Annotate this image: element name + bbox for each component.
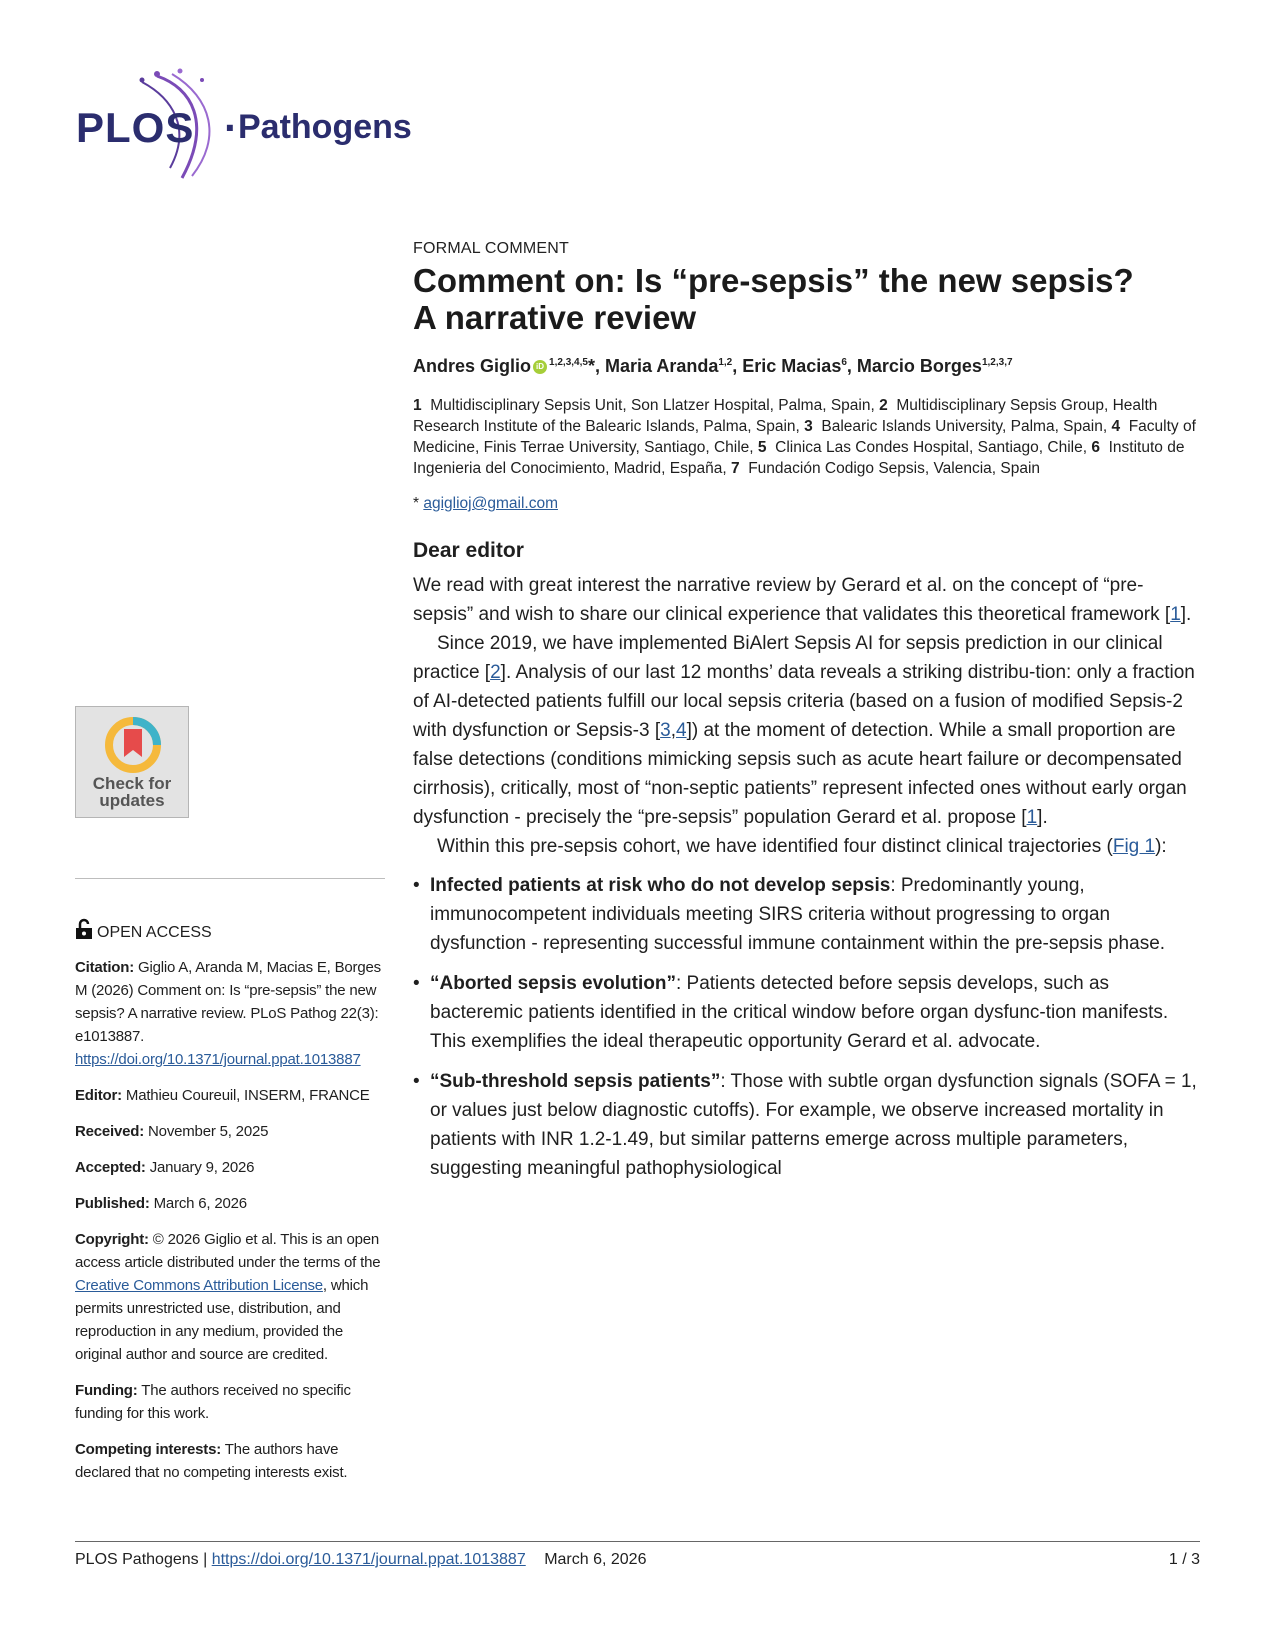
affil-text: Multidisciplinary Sepsis Group, Health Research Institute of the Balearic Islands, Palma, Spain, bbox=[413, 397, 1158, 435]
funding bbox=[75, 1379, 385, 1425]
check-updates-label bbox=[76, 775, 188, 809]
competing-interests bbox=[75, 1438, 385, 1484]
list-item-bold: “Aborted sepsis evolution” bbox=[430, 973, 676, 994]
affil-num: 1 bbox=[413, 397, 422, 414]
p1-text-b: ]. bbox=[1180, 604, 1192, 625]
trajectory-list bbox=[413, 871, 1200, 1183]
footer-doi-link[interactable]: https://doi.org/10.1371/journal.ppat.1013887 bbox=[211, 1551, 526, 1568]
p1-text-a: We read with great interest the narrative review by Gerard et al. on the concept of “pre-sepsis” and wish to share our clinical experience that validates this theoretical framework [ bbox=[413, 575, 1171, 625]
author-name[interactable]: Andres Giglio bbox=[413, 356, 532, 376]
logo-plos-text: PLOS bbox=[76, 104, 195, 151]
citation-doi-link[interactable]: https://doi.org/10.1371/journal.ppat.1013887 bbox=[75, 1051, 361, 1068]
received-label: Received: bbox=[75, 1123, 145, 1140]
competing-label: Competing interests: bbox=[75, 1441, 222, 1458]
list-item-text: : Patients detected before sepsis develops, such as bacteremic patients identified in the critical window before organ dysfunc-tion manifests. This exemplifies the ideal therapeutic opportunity Gerard et al. advocate. bbox=[430, 973, 1169, 1052]
list-item bbox=[413, 969, 1200, 1056]
page-number: 1 / 3 bbox=[1168, 1551, 1200, 1568]
corresponding-email bbox=[413, 495, 1200, 513]
paragraph-1 bbox=[413, 571, 1200, 629]
orcid-icon[interactable]: iD bbox=[533, 360, 547, 374]
affil-text: Multidisciplinary Sepsis Unit, Son Llatzer Hospital, Palma, Spain, bbox=[430, 397, 875, 414]
accepted bbox=[75, 1156, 385, 1179]
citation-text: Giglio A, Aranda M, Macias E, Borges M (2026) Comment on: Is “pre-sepsis” the new sepsis? A narrative review. PLoS Pathog 22(3): e1013887. bbox=[75, 959, 381, 1045]
list-item-bold: “Sub-threshold sepsis patients” bbox=[430, 1071, 721, 1092]
check-for-updates-badge[interactable] bbox=[75, 706, 189, 818]
copyright bbox=[75, 1228, 385, 1366]
funding-label: Funding: bbox=[75, 1382, 138, 1399]
article-main bbox=[413, 240, 1200, 1194]
footer-date: March 6, 2026 bbox=[544, 1551, 647, 1568]
ref-link[interactable]: 1 bbox=[1026, 807, 1038, 828]
article-title bbox=[413, 262, 1200, 336]
author-affil-sup: 6 bbox=[841, 357, 847, 368]
editor-text: Mathieu Coureuil, INSERM, FRANCE bbox=[125, 1087, 370, 1104]
open-access-label bbox=[75, 918, 212, 942]
affil-text: Fundación Codigo Sepsis, Valencia, Spain bbox=[748, 460, 1041, 477]
copyright-text-a: © 2026 Giglio et al. This is an open access article distributed under the terms of the bbox=[75, 1231, 381, 1271]
paragraph-2 bbox=[413, 629, 1200, 832]
ref-link[interactable]: 1 bbox=[1170, 604, 1181, 625]
received-date: November 5, 2025 bbox=[148, 1123, 269, 1140]
footer-journal: PLOS Pathogens bbox=[75, 1551, 199, 1568]
corr-star: * bbox=[413, 495, 420, 512]
check-updates-line-1: Check for bbox=[92, 774, 172, 793]
title-line-2: A narrative review bbox=[413, 299, 697, 336]
check-updates-line-2: updates bbox=[99, 791, 165, 810]
open-lock-icon bbox=[75, 918, 93, 940]
funding-text: The authors received no specific funding for this work. bbox=[75, 1382, 351, 1422]
affiliations bbox=[413, 395, 1200, 479]
copyright-label: Copyright: bbox=[75, 1231, 149, 1248]
sidebar-divider bbox=[75, 878, 385, 879]
citation-label: Citation: bbox=[75, 959, 135, 976]
ref-link[interactable]: 3 bbox=[660, 720, 671, 741]
published-label: Published: bbox=[75, 1195, 150, 1212]
figure-link[interactable]: Fig 1 bbox=[1112, 836, 1156, 857]
ref-link[interactable]: 2 bbox=[490, 662, 501, 683]
editor bbox=[75, 1084, 385, 1107]
logo-journal-name: Pathogens bbox=[238, 108, 412, 146]
license-link[interactable]: Creative Commons Attribution License bbox=[75, 1277, 323, 1294]
list-item bbox=[413, 871, 1200, 958]
page-footer bbox=[75, 1551, 646, 1569]
published-date: March 6, 2026 bbox=[153, 1195, 247, 1212]
open-access-text: OPEN ACCESS bbox=[97, 924, 212, 941]
author-affil-sup: 1,2 bbox=[718, 357, 733, 368]
affil-num: 2 bbox=[879, 397, 888, 414]
list-item-text: : Those with subtle organ dysfunction signals (SOFA = 1, or values just below diagnostic cutoffs). For example, we observe increased mortality in patients with INR 1.2-1.49, but similar patterns emerge across multiple parameters, suggesting meaningful pathophysiological bbox=[430, 1071, 1197, 1179]
p2-text-c: ]) at the moment of detection. While a small proportion are false detections (conditions mimicking sepsis such as acute heart failure or decompensated cirrhosis), critically, most of “non-septic patients” represent infected ones without early organ dysfunction - precisely the “pre-sepsis” population Gerard et al. propose [ bbox=[413, 720, 1187, 828]
received bbox=[75, 1120, 385, 1143]
footer-separator: | bbox=[203, 1551, 208, 1568]
article-type: FORMAL COMMENT bbox=[413, 240, 569, 257]
p3-text-a: Within this pre-sepsis cohort, we have identified four distinct clinical trajectories ( bbox=[437, 836, 1113, 857]
author-list: Andres Giglio iD $^{1,2,3,4,5}$*, Maria Aranda$^{1,2}$, Eric Macias$^6$, Marcio Borges$^{1,2,3,7}$ bbox=[413, 356, 1013, 376]
competing-text: The authors have declared that no competing interests exist. bbox=[75, 1441, 348, 1481]
email-link[interactable]: agiglioj@gmail.com bbox=[423, 495, 558, 512]
p2-text-a: Since 2019, we have implemented BiAlert Sepsis AI for sepsis prediction in our clinical practice [ bbox=[413, 633, 1163, 683]
affil-num: 7 bbox=[730, 460, 740, 477]
copyright-text-b: , which permits unrestricted use, distribution, and reproduction in any medium, provided the original author and source are credited. bbox=[75, 1277, 369, 1363]
author-name[interactable]: Marcio Borges bbox=[856, 356, 982, 376]
author-name[interactable]: Maria Aranda bbox=[604, 356, 719, 376]
accepted-label: Accepted: bbox=[75, 1159, 146, 1176]
accepted-date: January 9, 2026 bbox=[149, 1159, 255, 1176]
paragraph-3 bbox=[413, 832, 1200, 861]
affil-num: 4 bbox=[1111, 418, 1121, 435]
check-updates-icon bbox=[103, 715, 163, 773]
title-line-1: Comment on: Is “pre-sepsis” the new sepsis? bbox=[413, 262, 1134, 299]
affil-num: 5 bbox=[757, 439, 767, 456]
section-heading: Dear editor bbox=[413, 539, 524, 562]
citation bbox=[75, 956, 385, 1071]
journal-logo[interactable] bbox=[72, 68, 432, 183]
author-name[interactable]: Eric Macias bbox=[742, 356, 842, 376]
list-item-bold: Infected patients at risk who do not develop sepsis bbox=[430, 875, 891, 896]
p3-text-b: ): bbox=[1155, 836, 1167, 857]
editor-label: Editor: bbox=[75, 1087, 122, 1104]
ref-link[interactable]: 4 bbox=[675, 720, 687, 741]
article-metadata bbox=[75, 956, 385, 1497]
p2-text-d: ]. bbox=[1037, 807, 1048, 828]
affil-text: Balearic Islands University, Palma, Spain, bbox=[821, 418, 1108, 435]
logo-dot: · bbox=[224, 104, 238, 151]
footer-divider bbox=[75, 1541, 1200, 1542]
list-item-text: : Predominantly young, immunocompetent individuals meeting SIRS criteria without progressing to organ dysfunction - representing successful immune containment within the pre-sepsis phase. bbox=[430, 875, 1166, 954]
affil-num: 6 bbox=[1091, 439, 1100, 456]
affil-text: Clinica Las Condes Hospital, Santiago, Chile, bbox=[775, 439, 1088, 456]
p2-comma: , bbox=[670, 720, 676, 741]
corresponding-star: * bbox=[587, 356, 595, 376]
p2-text-b: ]. Analysis of our last 12 months’ data reveals a striking distribu-tion: only a fraction of AI-detected patients fulfill our local sepsis criteria (based on a fusion of modified Sepsis-2 with dysfunction or Sepsis-3 [ bbox=[413, 662, 1195, 741]
published bbox=[75, 1192, 385, 1215]
author-affil-sup: 1,2,3,4,5 bbox=[549, 357, 588, 368]
author-affil-sup: 1,2,3,7 bbox=[981, 357, 1013, 368]
affil-text: Instituto de Ingenieria del Conocimiento, Madrid, España, bbox=[413, 439, 1185, 477]
list-item bbox=[413, 1067, 1200, 1183]
affil-num: 3 bbox=[804, 418, 813, 435]
affil-text: Faculty of Medicine, Finis Terrae University, Santiago, Chile, bbox=[413, 418, 1196, 456]
